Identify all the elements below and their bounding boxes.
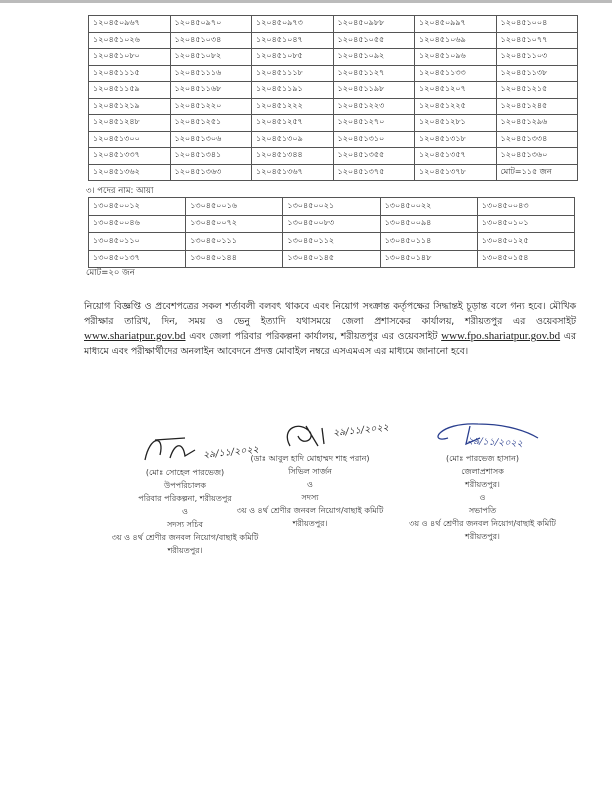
table-row <box>89 215 575 233</box>
committee-name: ৩য় ও ৪র্থ শ্রেণীর জনবল নিয়োগ/বাছাই কমিটি <box>111 533 259 542</box>
roll-number-cell: ১২০৪৫১৩০৯ <box>252 131 334 148</box>
table-row <box>89 49 578 66</box>
roll-number-cell: ১২০৪৫০৯৭৩ <box>252 16 334 33</box>
roll-number-cell: ১৩০৪৫০০২১ <box>283 198 380 216</box>
roll-number-cell: ১৩০৪৫০১১০ <box>89 233 186 251</box>
roll-number-cell: ১৩০৪৫০০৯৪ <box>380 215 477 233</box>
table-row <box>89 65 578 82</box>
roll-number-cell: ১২০৪৫১১৯১ <box>252 82 334 99</box>
roll-number-cell: ১২০৪৫১৩৩৭ <box>89 148 171 165</box>
roll-number-cell: ১২০৪৫১১১৫ <box>89 65 171 82</box>
roll-number-cell: ১২০৪৫১৩৬২ <box>89 164 171 181</box>
roll-number-cell: ১৩০৪৫০০১৬ <box>186 198 283 216</box>
roll-number-cell: ১২০৪৫০৯৯৭ <box>415 16 497 33</box>
roll-number-cell: ১২০৪৫১২৫৭ <box>252 115 334 132</box>
roll-number-cell: ১২০৪৫১২২০ <box>170 98 252 115</box>
roll-number-cell: ১৩০৪৫০১৪৪ <box>186 250 283 268</box>
signatory-office: শরীয়তপুর। <box>465 480 500 489</box>
signature-date: ২৯/১১/২০২২ <box>202 444 260 461</box>
roll-number-cell: ১২০৪৫১০৫৫ <box>333 32 415 49</box>
roll-number-cell: ১২০৪৫১১৬৮ <box>170 82 252 99</box>
roll-number-cell: ১২০৪৫১০৯৬ <box>415 49 497 66</box>
roll-number-cell: ১২০৪৫১১৩৩ <box>415 65 497 82</box>
signatory-title: সিভিল সার্জন <box>288 467 332 476</box>
signatory-name: (মোঃ সোহেল পারভেজ) <box>145 468 225 477</box>
roll-number-cell: ১২০৪৫১১৫৯ <box>89 82 171 99</box>
notice-text-3: এর মাধ্যমে এবং পরীক্ষার্থীদের অনলাইন আবেদনে প্রদত্ত মোবাইল নম্বরে এসএমএস এর মাধ্যমে জানানো হবে। <box>84 331 576 357</box>
roll-number-cell: ১২০৪৫০৯৮৮ <box>333 16 415 33</box>
roll-number-cell: ১২০৪৫১২১৫ <box>496 82 578 99</box>
roll-number-cell: ১২০৪৫১৩০০ <box>89 131 171 148</box>
roll-number-cell: ১৩০৪৫০০২২ <box>380 198 477 216</box>
roll-number-cell: ১৩০৪৫০১১১ <box>186 233 283 251</box>
roll-number-cell: ১৩০৪৫০১৪৫ <box>283 250 380 268</box>
conjunction: ও <box>307 480 313 489</box>
signature-date: ২৯/১১/২০২২ <box>332 422 390 439</box>
location: শরীয়তপুর। <box>167 546 203 555</box>
roll-number-cell: ১২০৪৫১১১৮ <box>252 65 334 82</box>
committee-role: সভাপতি <box>468 506 497 515</box>
signatory-3 <box>385 418 580 543</box>
roll-number-cell: ১২০৪৫১৩৫৭ <box>415 148 497 165</box>
roll-number-cell: ১২০৪৫১১৯৮ <box>333 82 415 99</box>
signatory-title: উপপরিচালক <box>164 481 206 490</box>
table-row <box>89 233 575 251</box>
conjunction: ও <box>479 493 486 502</box>
roll-number-cell: ১২০৪৫১২২২ <box>252 98 334 115</box>
roll-number-cell: ১২০৪৫১২৪৮ <box>89 115 171 132</box>
roll-number-cell: ১২০৪৫১১২৭ <box>333 65 415 82</box>
roll-number-cell: ১২০৪৫১৩৭৫ <box>333 164 415 181</box>
roll-number-cell: ১২০৪৫১০২৬ <box>89 32 171 49</box>
table-row <box>89 250 575 268</box>
roll-number-cell: ১২০৪৫১০৮০ <box>89 49 171 66</box>
roll-number-cell: ১২০৪৫১০৭৭ <box>496 32 578 49</box>
roll-number-cell: ১২০৪৫০৯৭০ <box>170 16 252 33</box>
roll-number-cell: ১৩০৪৫০০১২ <box>89 198 186 216</box>
committee-role: সদস্য <box>301 493 319 502</box>
roll-number-cell: ১২০৪৫১০৮৫ <box>252 49 334 66</box>
signature-date: ২৯/১১/২০২২ <box>466 435 524 450</box>
roll-number-cell: ১২০৪৫১২৪৫ <box>496 98 578 115</box>
roll-number-cell: ১২০৪৫১৩১৮ <box>415 131 497 148</box>
roll-number-cell: ১২০৪৫১৩৬৩ <box>170 164 252 181</box>
section-total: মোট=২০ জন <box>86 268 135 278</box>
signatory-2 <box>215 418 405 530</box>
table-row <box>89 32 578 49</box>
roll-number-cell: ১৩০৪৫০১১২ <box>283 233 380 251</box>
roll-number-cell: ১৩০৪৫০০৭২ <box>186 215 283 233</box>
roll-number-cell: ১২০৪৫১৩০৬ <box>170 131 252 148</box>
roll-number-cell: ১২০৪৫১৩১০ <box>333 131 415 148</box>
roll-number-cell: ১২০৪৫১০৪৭ <box>252 32 334 49</box>
location: শরীয়তপুর। <box>465 532 500 541</box>
roll-number-cell: ১২০৪৫১০৩৪ <box>170 32 252 49</box>
roll-number-cell: মোট=১১৫ জন <box>496 164 578 181</box>
roll-number-cell: ১২০৪৫১৩৪১ <box>170 148 252 165</box>
roll-number-cell: ১৩০৪৫০১৩৭ <box>89 250 186 268</box>
notice-text-2: এবং জেলা পরিবার পরিকল্পনা কার্যালয়, শরীয়তপুর এর ওয়েবসাইট <box>185 331 442 342</box>
table-row <box>89 148 578 165</box>
roll-number-cell: ১২০৪৫১৩৭৮ <box>415 164 497 181</box>
notice-text-1: নিয়োগ বিজ্ঞপ্তি ও প্রবেশপত্রের সকল শর্তাবলী বলবৎ থাকবে এবং নিয়োগ সংক্রান্ত কর্তৃপক্ষের সিদ্ধান্তই চূড়ান্ত বলে গন্য হবে। মৌখিক পরীক্ষার তারিখ, দিন, সময় ও ভেনু ইত্যাদি যথাসময়ে জেলা প্রশাসকের কার্যালয়, শরীয়তপুর এর ওয়েবসাইট <box>84 301 576 327</box>
roll-number-cell: ১৩০৪৫০১০১ <box>477 215 574 233</box>
roll-number-cell: ১২০৪৫১৩৫৫ <box>333 148 415 165</box>
roll-number-cell: ১৩০৪৫০০৪৩ <box>477 198 574 216</box>
table-row <box>89 131 578 148</box>
committee-name: ৩য় ও ৪র্থ শ্রেণীর জনবল নিয়োগ/বাছাই কমিটি <box>236 506 384 515</box>
table-row <box>89 82 578 99</box>
roll-number-cell: ১২০৪৫১২০৭ <box>415 82 497 99</box>
table-row <box>89 164 578 181</box>
roll-number-cell: ১২০৪৫১২১৯ <box>89 98 171 115</box>
roll-number-cell: ১২০৪৫১২৯৬ <box>496 115 578 132</box>
roll-number-cell: ১৩০৪৫০০৪৬ <box>89 215 186 233</box>
roll-number-cell: ১২০৪৫১১৩৮ <box>496 65 578 82</box>
roll-number-cell: ১২০৪৫১০৯২ <box>333 49 415 66</box>
roll-number-cell: ১২০৪৫০৯৬৭ <box>89 16 171 33</box>
signatory-name: (মোঃ পারভেজ হাসান) <box>446 454 519 463</box>
roll-number-cell: ১৩০৪৫০০৮৩ <box>283 215 380 233</box>
roll-number-cell: ১২০৪৫১৩৩৪ <box>496 131 578 148</box>
notice-paragraph <box>84 300 576 359</box>
roll-number-cell: ১২০৪৫১৩৪৪ <box>252 148 334 165</box>
conjunction: ও <box>182 507 188 516</box>
roll-number-cell: ১২০৪৫১০৮২ <box>170 49 252 66</box>
signatory-office: পরিবার পরিকল্পনা, শরীয়তপুর <box>138 494 232 503</box>
roll-number-table-2 <box>88 197 575 268</box>
roll-number-cell: ১৩০৪৫০১৪৮ <box>380 250 477 268</box>
table-row <box>89 115 578 132</box>
roll-number-cell: ১২০৪৫১০৬৯ <box>415 32 497 49</box>
table-row <box>89 98 578 115</box>
section-heading: ৩। পদের নাম: আয়া <box>86 186 154 196</box>
signatory-name: (ডাঃ আবুল হাদি মোহাম্মদ শাহ পরান) <box>250 454 370 463</box>
roll-number-cell: ১৩০৪৫০১৫৪ <box>477 250 574 268</box>
roll-number-cell: ১২০৪৫১২৮১ <box>415 115 497 132</box>
location: শরীয়তপুর। <box>292 519 328 528</box>
roll-number-table-1 <box>88 15 578 181</box>
roll-number-cell: ১২০৪৫১১১৬ <box>170 65 252 82</box>
roll-number-cell: ১২০৪৫১১০৩ <box>496 49 578 66</box>
roll-number-cell: ১২০৪৫১৩৬০ <box>496 148 578 165</box>
roll-number-cell: ১২০৪৫১২২৩ <box>333 98 415 115</box>
committee-name: ৩য় ও ৪র্থ শ্রেণীর জনবল নিয়োগ/বাছাই কমিটি <box>409 519 556 528</box>
roll-number-cell: ১৩০৪৫০১১৪ <box>380 233 477 251</box>
table-row <box>89 16 578 33</box>
roll-number-cell: ১২০৪৫১৩৬৭ <box>252 164 334 181</box>
fpo-website-link[interactable]: www.fpo.shariatpur.gov.bd <box>441 330 561 342</box>
roll-number-cell: ১২০৪৫১০০৪ <box>496 16 578 33</box>
roll-number-cell: ১২০৪৫১২৫১ <box>170 115 252 132</box>
committee-role: সদস্য সচিব <box>167 520 203 529</box>
roll-number-cell: ১২০৪৫১২৭০ <box>333 115 415 132</box>
roll-number-cell: ১২০৪৫১২২৫ <box>415 98 497 115</box>
roll-number-cell: ১৩০৪৫০১২৫ <box>477 233 574 251</box>
shariatpur-website-link[interactable]: www.shariatpur.gov.bd <box>84 330 186 342</box>
scan-edge <box>0 0 612 3</box>
table-row <box>89 198 575 216</box>
signatory-title: জেলাপ্রশাসক <box>461 467 504 476</box>
